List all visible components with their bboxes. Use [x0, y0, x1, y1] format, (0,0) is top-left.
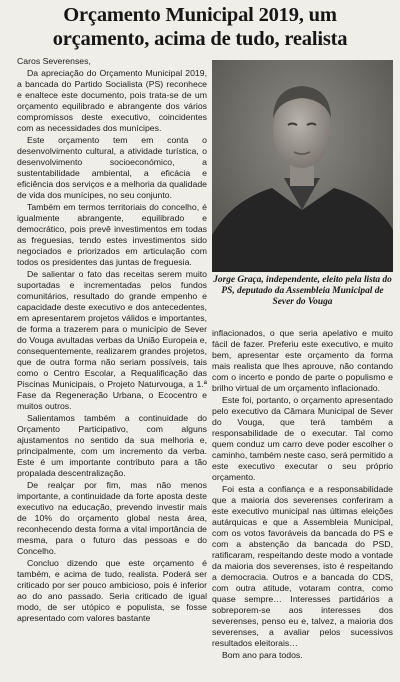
article-salutation: Caros Severenses, — [17, 56, 91, 66]
article-left-column — [17, 56, 207, 625]
article-paragraph: inflacionados, o que seria apelativo e muito fácil de fazer. Preferiu este executivo, e muito bem, apresentar este orçamento da forma mais realista que lhes aprouve, não contando com o incerto e pondo de parte o populismo e brilho virtual de um orçamento inflacionado. — [212, 328, 393, 393]
photo-caption: Jorge Graça, independente, eleito pela lista do PS, deputado da Assembleia Municipal de Sever do Vouga — [213, 275, 392, 307]
article-right-column — [212, 328, 393, 662]
article-paragraph: Foi esta a confiança e a responsabilidade que a maioria dos severenses conferiram a este executivo municipal nas últimas eleições autárquicas e que a Assembleia Municipal, com os votos favoráveis da bancada do PS e com a abstenção da bancada do PSD, ratificaram, respeitando deste modo a vontade da maioria dos severenses, isto é respeitando a democracia. Outros e a bancada do CDS, com outra atitude, votaram contra, como quase sempre… Interesses partidários a sobreporem-se aos interesses dos severenses, penso eu e, talvez, a maioria dos severenses, a avaliar pelos sucessivos resultados eleitorais… — [212, 484, 393, 648]
article-paragraph: Também em termos territoriais do concelho, é igualmente abrangente, equilibrado e democrático, pois prevê investimentos em todas as freguesias, tendo estes investimentos sido negociados e priorizados em articulação com todos os presidentes das juntas de freguesia. — [17, 202, 207, 267]
article-closing: Bom ano para todos. — [222, 650, 303, 660]
headline-line-1: Orçamento Municipal 2019, um — [63, 4, 337, 26]
headline-line-2: orçamento, acima de tudo, realista — [52, 28, 348, 50]
article-paragraph: De salientar o fato das receitas serem muito suportadas e incrementadas pelos fundos comunitários, resultado do grande empenho e capacidade deste executivo e dos antecedentes, em apresentarem projetos válidos e importantes, de forma a trazerem para o município de Sever do Vouga avultadas verbas da União Europeia e, consequentemente, realizarem grandes projetos, que de outra forma não seriam possíveis, tais como o Centro Escolar, a Requalificação das Piscinas Municipais, o Projeto Naturvouga, a 1.ª Fase da Regeneração Urbana, o Ecocentro e muitos outros. — [17, 269, 207, 411]
article-paragraph: Concluo dizendo que este orçamento é também, e acima de tudo, realista. Poderá ser criticado por ser pouco ambicioso, pois é inferior ao do ano passado. Seria criticado de igual modo, de ser utópico e populista, se fosse apresentado com valores bastante — [17, 558, 207, 623]
article-headline — [6, 3, 394, 51]
article-paragraph: Da apreciação do Orçamento Municipal 2019, a bancada do Partido Socialista (PS) reconhece e enaltece este documento, pois trata-se de um orçamento equilibrado e abrangente dos vários compromissos deste executivo, coincidentes com as necessidades dos munícipes. — [17, 68, 207, 133]
article-paragraph: De realçar por fim, mas não menos importante, a continuidade da forte aposta deste executivo na educação, prevendo investir mais de 10% do orçamento global nesta área, reconhecendo desta forma a vital importância de mesma, para o futuro das pessoas e do Concelho. — [17, 480, 207, 556]
article-paragraph: Este foi, portanto, o orçamento apresentado pelo executivo da Câmara Municipal de Sever do Vouga, que terá também a responsabilidade de o executar. Tal como quem conduz um carro deve poder escolher o caminho, também neste caso, será permitido a este executivo executar o seu próprio orçamento. — [212, 395, 393, 482]
author-photo — [212, 60, 393, 272]
article-paragraph: Este orçamento tem em conta o desenvolvimento cultural, a atividade turística, o desenvolvimento socioeconómico, a sustentabilidade ambiental, a eficácia e eficiência dos serviços e a melhoria da qualidade de vida dos munícipes, no seu conjunto. — [17, 135, 207, 200]
article-paragraph: Salientamos também a continuidade do Orçamento Participativo, com alguns ajustamentos no sentido da sua melhoria e, principalmente, com um incremento da verba. Este é um importante contributo para a tão propalada descentralização. — [17, 413, 207, 478]
